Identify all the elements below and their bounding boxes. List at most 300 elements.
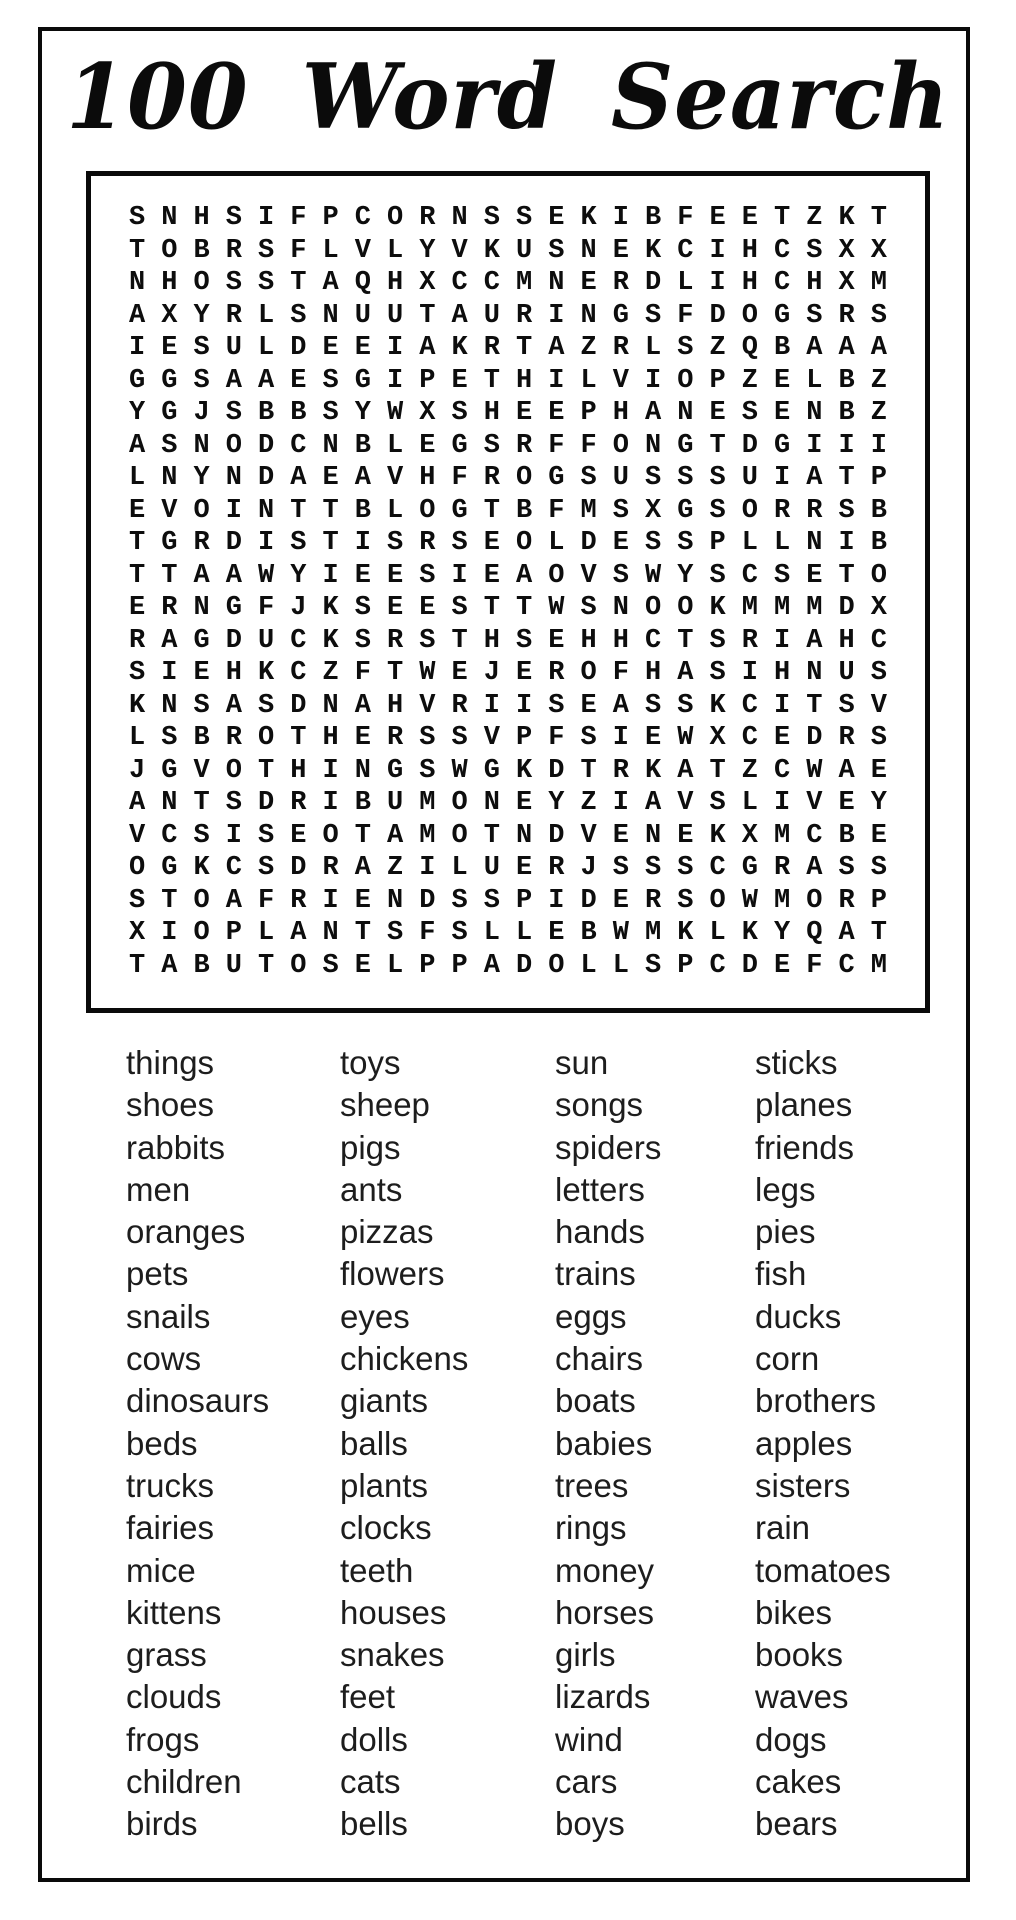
grid-letter[interactable]: O [548, 950, 565, 981]
grid-letter[interactable]: R [290, 788, 307, 819]
grid-letter[interactable]: N [193, 430, 210, 461]
grid-letter[interactable]: U [387, 788, 404, 819]
grid-letter[interactable]: S [548, 235, 565, 266]
grid-letter[interactable]: I [548, 885, 565, 916]
grid-letter[interactable]: G [774, 300, 791, 331]
grid-letter[interactable]: S [580, 723, 597, 754]
grid-letter[interactable]: V [580, 820, 597, 851]
grid-letter[interactable]: N [806, 398, 823, 429]
grid-letter[interactable]: L [612, 950, 629, 981]
grid-letter[interactable]: X [741, 820, 758, 851]
grid-letter[interactable]: S [419, 560, 436, 591]
grid-letter[interactable]: E [322, 333, 339, 364]
grid-letter[interactable]: N [548, 268, 565, 299]
grid-letter[interactable]: S [870, 723, 887, 754]
grid-letter[interactable]: A [290, 918, 307, 949]
grid-letter[interactable]: G [193, 625, 210, 656]
grid-letter[interactable]: E [709, 398, 726, 429]
grid-letter[interactable]: S [225, 398, 242, 429]
grid-letter[interactable]: H [645, 658, 662, 689]
grid-letter[interactable]: E [354, 560, 371, 591]
grid-letter[interactable]: Z [580, 333, 597, 364]
grid-letter[interactable]: E [516, 788, 533, 819]
grid-letter[interactable]: U [483, 300, 500, 331]
grid-letter[interactable]: Y [548, 788, 565, 819]
grid-letter[interactable]: T [451, 625, 468, 656]
grid-letter[interactable]: E [870, 755, 887, 786]
grid-letter[interactable]: U [225, 950, 242, 981]
grid-letter[interactable]: E [548, 203, 565, 234]
grid-letter[interactable]: A [225, 885, 242, 916]
grid-letter[interactable]: S [193, 820, 210, 851]
grid-letter[interactable]: A [354, 690, 371, 721]
grid-letter[interactable]: S [612, 853, 629, 884]
grid-letter[interactable]: C [645, 625, 662, 656]
grid-letter[interactable]: E [580, 690, 597, 721]
grid-letter[interactable]: S [677, 885, 694, 916]
grid-letter[interactable]: S [580, 593, 597, 624]
grid-letter[interactable]: I [838, 430, 855, 461]
grid-letter[interactable]: G [354, 365, 371, 396]
grid-letter[interactable]: E [774, 365, 791, 396]
grid-letter[interactable]: I [870, 430, 887, 461]
grid-letter[interactable]: Z [870, 365, 887, 396]
grid-letter[interactable]: Y [193, 463, 210, 494]
grid-letter[interactable]: O [290, 950, 307, 981]
grid-letter[interactable]: O [193, 885, 210, 916]
grid-letter[interactable]: E [483, 560, 500, 591]
grid-letter[interactable]: E [387, 560, 404, 591]
grid-letter[interactable]: B [354, 430, 371, 461]
grid-letter[interactable]: U [225, 333, 242, 364]
grid-letter[interactable]: O [741, 300, 758, 331]
grid-letter[interactable]: N [322, 430, 339, 461]
grid-letter[interactable]: I [322, 788, 339, 819]
grid-letter[interactable]: N [612, 593, 629, 624]
grid-letter[interactable]: N [354, 755, 371, 786]
grid-letter[interactable]: X [838, 235, 855, 266]
grid-letter[interactable]: O [612, 430, 629, 461]
grid-letter[interactable]: S [870, 300, 887, 331]
grid-letter[interactable]: L [516, 918, 533, 949]
grid-letter[interactable]: F [290, 235, 307, 266]
grid-letter[interactable]: N [516, 820, 533, 851]
grid-letter[interactable]: L [709, 918, 726, 949]
grid-letter[interactable]: W [741, 885, 758, 916]
grid-letter[interactable]: S [741, 398, 758, 429]
grid-letter[interactable]: E [548, 398, 565, 429]
grid-letter[interactable]: K [580, 203, 597, 234]
grid-letter[interactable]: E [774, 398, 791, 429]
grid-letter[interactable]: G [548, 463, 565, 494]
grid-letter[interactable]: O [806, 885, 823, 916]
grid-letter[interactable]: D [516, 950, 533, 981]
grid-letter[interactable]: K [322, 625, 339, 656]
grid-letter[interactable]: I [612, 788, 629, 819]
grid-letter[interactable]: S [709, 560, 726, 591]
grid-letter[interactable]: P [322, 203, 339, 234]
grid-letter[interactable]: G [612, 300, 629, 331]
grid-letter[interactable]: I [774, 690, 791, 721]
grid-letter[interactable]: V [483, 723, 500, 754]
grid-letter[interactable]: T [580, 755, 597, 786]
grid-letter[interactable]: B [193, 950, 210, 981]
grid-letter[interactable]: B [838, 365, 855, 396]
grid-letter[interactable]: B [193, 235, 210, 266]
grid-letter[interactable]: S [225, 268, 242, 299]
grid-letter[interactable]: N [225, 463, 242, 494]
grid-letter[interactable]: I [258, 528, 275, 559]
grid-letter[interactable]: M [580, 495, 597, 526]
grid-letter[interactable]: V [580, 560, 597, 591]
grid-letter[interactable]: T [774, 203, 791, 234]
grid-letter[interactable]: A [354, 463, 371, 494]
grid-letter[interactable]: L [258, 333, 275, 364]
grid-letter[interactable]: M [419, 788, 436, 819]
grid-letter[interactable]: B [870, 495, 887, 526]
grid-letter[interactable]: E [451, 365, 468, 396]
grid-letter[interactable]: D [258, 788, 275, 819]
grid-letter[interactable]: R [129, 625, 146, 656]
grid-letter[interactable]: C [806, 820, 823, 851]
grid-letter[interactable]: C [451, 268, 468, 299]
grid-letter[interactable]: E [774, 723, 791, 754]
grid-letter[interactable]: K [709, 690, 726, 721]
grid-letter[interactable]: P [709, 528, 726, 559]
grid-letter[interactable]: Y [354, 398, 371, 429]
grid-letter[interactable]: Z [741, 755, 758, 786]
grid-letter[interactable]: O [870, 560, 887, 591]
grid-letter[interactable]: Q [741, 333, 758, 364]
grid-letter[interactable]: K [709, 820, 726, 851]
grid-letter[interactable]: X [870, 235, 887, 266]
grid-letter[interactable]: R [516, 430, 533, 461]
grid-letter[interactable]: O [161, 235, 178, 266]
grid-letter[interactable]: T [870, 918, 887, 949]
grid-letter[interactable]: T [161, 560, 178, 591]
grid-letter[interactable]: R [387, 723, 404, 754]
grid-letter[interactable]: A [225, 365, 242, 396]
grid-letter[interactable]: G [451, 430, 468, 461]
grid-letter[interactable]: X [870, 593, 887, 624]
grid-letter[interactable]: O [322, 820, 339, 851]
grid-letter[interactable]: A [645, 788, 662, 819]
grid-letter[interactable]: Z [870, 398, 887, 429]
grid-letter[interactable]: E [483, 528, 500, 559]
grid-letter[interactable]: G [161, 398, 178, 429]
grid-letter[interactable]: A [387, 820, 404, 851]
grid-letter[interactable]: S [258, 690, 275, 721]
grid-letter[interactable]: L [451, 853, 468, 884]
grid-letter[interactable]: R [548, 853, 565, 884]
grid-letter[interactable]: R [838, 300, 855, 331]
grid-letter[interactable]: C [483, 268, 500, 299]
grid-letter[interactable]: U [387, 300, 404, 331]
grid-letter[interactable]: S [677, 528, 694, 559]
grid-letter[interactable]: N [161, 203, 178, 234]
grid-letter[interactable]: H [387, 268, 404, 299]
grid-letter[interactable]: D [419, 885, 436, 916]
grid-letter[interactable]: T [129, 560, 146, 591]
grid-letter[interactable]: K [645, 755, 662, 786]
grid-letter[interactable]: Y [870, 788, 887, 819]
grid-letter[interactable]: J [129, 755, 146, 786]
grid-letter[interactable]: R [419, 203, 436, 234]
grid-letter[interactable]: G [225, 593, 242, 624]
grid-letter[interactable]: N [451, 203, 468, 234]
grid-letter[interactable]: L [258, 300, 275, 331]
grid-letter[interactable]: N [806, 658, 823, 689]
grid-letter[interactable]: F [451, 463, 468, 494]
grid-letter[interactable]: G [741, 853, 758, 884]
grid-letter[interactable]: I [709, 268, 726, 299]
grid-letter[interactable]: E [161, 333, 178, 364]
grid-letter[interactable]: K [129, 690, 146, 721]
grid-letter[interactable]: G [483, 755, 500, 786]
grid-letter[interactable]: M [870, 950, 887, 981]
grid-letter[interactable]: A [806, 333, 823, 364]
grid-letter[interactable]: T [258, 755, 275, 786]
grid-letter[interactable]: T [483, 593, 500, 624]
grid-letter[interactable]: T [419, 300, 436, 331]
grid-letter[interactable]: B [870, 528, 887, 559]
grid-letter[interactable]: A [129, 788, 146, 819]
grid-letter[interactable]: T [870, 203, 887, 234]
grid-letter[interactable]: N [580, 235, 597, 266]
grid-letter[interactable]: A [677, 755, 694, 786]
grid-letter[interactable]: S [645, 528, 662, 559]
grid-letter[interactable]: W [419, 658, 436, 689]
grid-letter[interactable]: S [580, 463, 597, 494]
grid-letter[interactable]: N [193, 593, 210, 624]
grid-letter[interactable]: H [483, 398, 500, 429]
grid-letter[interactable]: N [161, 690, 178, 721]
grid-letter[interactable]: I [838, 528, 855, 559]
grid-letter[interactable]: C [774, 755, 791, 786]
grid-letter[interactable]: S [645, 690, 662, 721]
grid-letter[interactable]: Y [290, 560, 307, 591]
grid-letter[interactable]: E [193, 658, 210, 689]
grid-letter[interactable]: T [677, 625, 694, 656]
grid-letter[interactable]: N [322, 300, 339, 331]
grid-letter[interactable]: R [322, 853, 339, 884]
grid-letter[interactable]: E [612, 235, 629, 266]
grid-letter[interactable]: L [774, 528, 791, 559]
grid-letter[interactable]: E [290, 820, 307, 851]
grid-letter[interactable]: I [258, 203, 275, 234]
grid-letter[interactable]: F [354, 658, 371, 689]
grid-letter[interactable]: S [451, 885, 468, 916]
grid-letter[interactable]: Y [774, 918, 791, 949]
grid-letter[interactable]: X [645, 495, 662, 526]
grid-letter[interactable]: V [806, 788, 823, 819]
grid-letter[interactable]: O [129, 853, 146, 884]
grid-letter[interactable]: A [516, 560, 533, 591]
grid-letter[interactable]: H [387, 690, 404, 721]
grid-letter[interactable]: M [870, 268, 887, 299]
grid-letter[interactable]: O [709, 885, 726, 916]
grid-letter[interactable]: R [612, 268, 629, 299]
grid-letter[interactable]: O [225, 755, 242, 786]
grid-letter[interactable]: S [387, 918, 404, 949]
grid-letter[interactable]: S [709, 625, 726, 656]
grid-letter[interactable]: L [580, 365, 597, 396]
grid-letter[interactable]: P [419, 950, 436, 981]
grid-letter[interactable]: D [225, 625, 242, 656]
grid-letter[interactable]: O [258, 723, 275, 754]
grid-letter[interactable]: G [129, 365, 146, 396]
grid-letter[interactable]: I [225, 495, 242, 526]
grid-letter[interactable]: T [322, 495, 339, 526]
grid-letter[interactable]: R [451, 690, 468, 721]
grid-letter[interactable]: N [645, 430, 662, 461]
grid-letter[interactable]: G [161, 365, 178, 396]
grid-letter[interactable]: C [838, 950, 855, 981]
grid-letter[interactable]: L [548, 528, 565, 559]
grid-letter[interactable]: T [516, 333, 533, 364]
grid-letter[interactable]: B [580, 918, 597, 949]
grid-letter[interactable]: C [677, 235, 694, 266]
grid-letter[interactable]: P [516, 723, 533, 754]
grid-letter[interactable]: S [870, 853, 887, 884]
grid-letter[interactable]: A [838, 755, 855, 786]
grid-letter[interactable]: N [645, 820, 662, 851]
grid-letter[interactable]: Y [193, 300, 210, 331]
grid-letter[interactable]: A [161, 625, 178, 656]
grid-letter[interactable]: K [322, 593, 339, 624]
grid-letter[interactable]: Q [354, 268, 371, 299]
grid-letter[interactable]: S [548, 690, 565, 721]
grid-letter[interactable]: L [129, 463, 146, 494]
grid-letter[interactable]: R [741, 625, 758, 656]
grid-letter[interactable]: O [193, 918, 210, 949]
grid-letter[interactable]: A [451, 300, 468, 331]
grid-letter[interactable]: B [193, 723, 210, 754]
grid-letter[interactable]: I [322, 560, 339, 591]
grid-letter[interactable]: H [612, 625, 629, 656]
grid-letter[interactable]: B [258, 398, 275, 429]
grid-letter[interactable]: V [870, 690, 887, 721]
grid-letter[interactable]: T [387, 658, 404, 689]
grid-letter[interactable]: P [580, 398, 597, 429]
grid-letter[interactable]: I [806, 430, 823, 461]
grid-letter[interactable]: V [161, 495, 178, 526]
grid-letter[interactable]: D [290, 333, 307, 364]
grid-letter[interactable]: C [774, 268, 791, 299]
grid-letter[interactable]: I [483, 690, 500, 721]
grid-letter[interactable]: S [709, 658, 726, 689]
grid-letter[interactable]: E [612, 820, 629, 851]
grid-letter[interactable]: S [258, 853, 275, 884]
grid-letter[interactable]: W [677, 723, 694, 754]
grid-letter[interactable]: E [451, 658, 468, 689]
grid-letter[interactable]: C [774, 235, 791, 266]
grid-letter[interactable]: L [387, 430, 404, 461]
grid-letter[interactable]: S [806, 300, 823, 331]
grid-letter[interactable]: U [354, 300, 371, 331]
grid-letter[interactable]: H [225, 658, 242, 689]
grid-letter[interactable]: S [193, 365, 210, 396]
grid-letter[interactable]: F [258, 593, 275, 624]
grid-letter[interactable]: R [225, 723, 242, 754]
grid-letter[interactable]: O [677, 593, 694, 624]
grid-letter[interactable]: A [225, 690, 242, 721]
grid-letter[interactable]: O [193, 495, 210, 526]
grid-letter[interactable]: F [419, 918, 436, 949]
grid-letter[interactable]: I [741, 658, 758, 689]
grid-letter[interactable]: I [612, 203, 629, 234]
grid-letter[interactable]: K [741, 918, 758, 949]
grid-letter[interactable]: S [612, 560, 629, 591]
grid-letter[interactable]: E [580, 268, 597, 299]
grid-letter[interactable]: I [322, 755, 339, 786]
grid-letter[interactable]: D [838, 593, 855, 624]
grid-letter[interactable]: U [258, 625, 275, 656]
grid-letter[interactable]: B [838, 820, 855, 851]
grid-letter[interactable]: R [774, 853, 791, 884]
grid-letter[interactable]: Z [741, 365, 758, 396]
grid-letter[interactable]: S [774, 560, 791, 591]
grid-letter[interactable]: O [419, 495, 436, 526]
grid-letter[interactable]: L [322, 235, 339, 266]
grid-letter[interactable]: S [709, 463, 726, 494]
grid-letter[interactable]: S [645, 300, 662, 331]
grid-letter[interactable]: N [483, 788, 500, 819]
grid-letter[interactable]: L [806, 365, 823, 396]
grid-letter[interactable]: T [483, 365, 500, 396]
grid-letter[interactable]: C [354, 203, 371, 234]
grid-letter[interactable]: E [548, 625, 565, 656]
grid-letter[interactable]: W [645, 560, 662, 591]
grid-letter[interactable]: S [161, 430, 178, 461]
grid-letter[interactable]: C [870, 625, 887, 656]
grid-letter[interactable]: P [451, 950, 468, 981]
grid-letter[interactable]: P [516, 885, 533, 916]
grid-letter[interactable]: N [322, 918, 339, 949]
grid-letter[interactable]: M [516, 268, 533, 299]
grid-letter[interactable]: S [677, 333, 694, 364]
grid-letter[interactable]: S [258, 820, 275, 851]
grid-letter[interactable]: Y [129, 398, 146, 429]
grid-letter[interactable]: Z [806, 203, 823, 234]
grid-letter[interactable]: I [774, 625, 791, 656]
grid-letter[interactable]: T [290, 495, 307, 526]
grid-letter[interactable]: V [193, 755, 210, 786]
grid-letter[interactable]: H [483, 625, 500, 656]
grid-letter[interactable]: E [838, 788, 855, 819]
grid-letter[interactable]: E [741, 203, 758, 234]
grid-letter[interactable]: D [548, 820, 565, 851]
grid-letter[interactable]: A [129, 300, 146, 331]
grid-letter[interactable]: E [612, 885, 629, 916]
grid-letter[interactable]: G [161, 755, 178, 786]
grid-letter[interactable]: B [645, 203, 662, 234]
grid-letter[interactable]: D [258, 463, 275, 494]
grid-letter[interactable]: B [354, 495, 371, 526]
grid-letter[interactable]: C [225, 853, 242, 884]
grid-letter[interactable]: W [387, 398, 404, 429]
grid-letter[interactable]: E [354, 885, 371, 916]
grid-letter[interactable]: I [161, 918, 178, 949]
grid-letter[interactable]: X [419, 398, 436, 429]
grid-letter[interactable]: S [870, 658, 887, 689]
grid-letter[interactable]: I [387, 365, 404, 396]
grid-letter[interactable]: A [419, 333, 436, 364]
grid-letter[interactable]: K [838, 203, 855, 234]
grid-letter[interactable]: S [322, 398, 339, 429]
grid-letter[interactable]: S [451, 918, 468, 949]
grid-letter[interactable]: H [741, 235, 758, 266]
